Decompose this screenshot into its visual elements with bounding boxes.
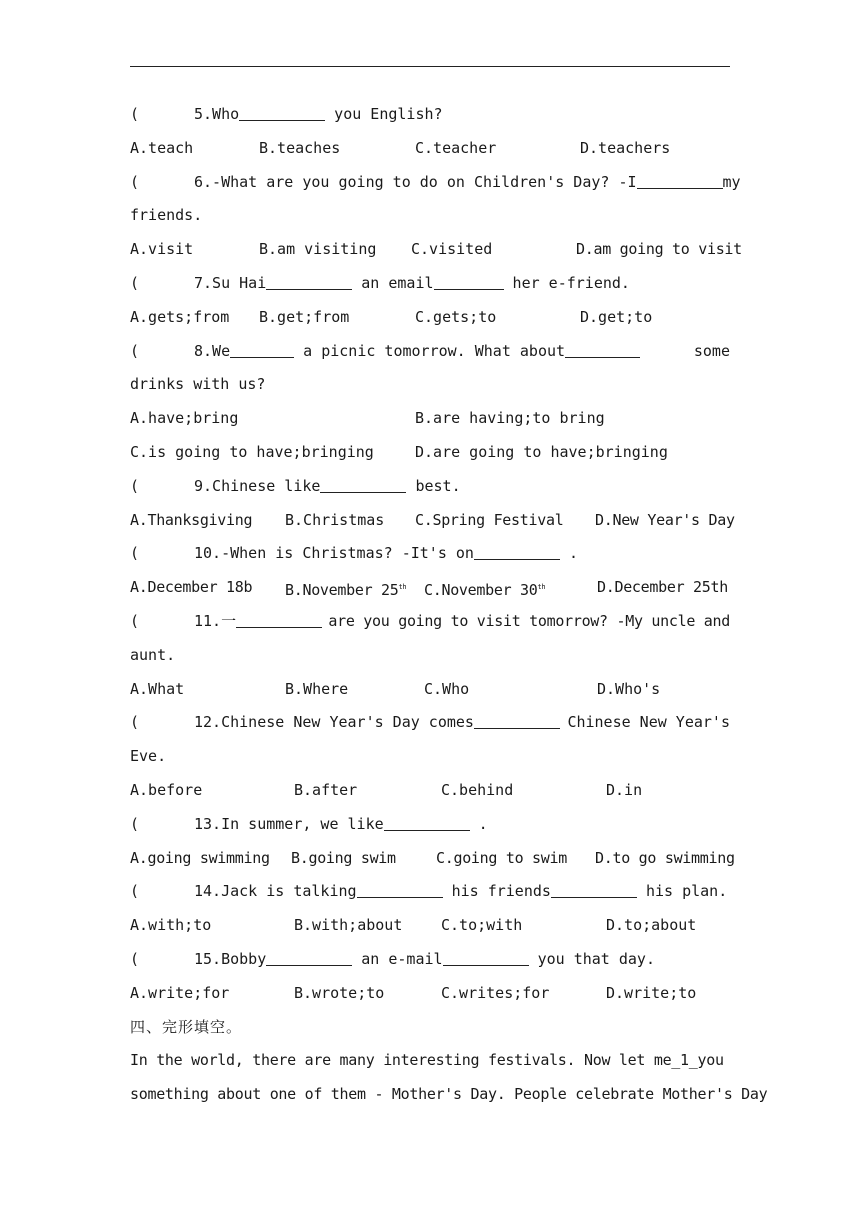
option-a[interactable]: A.Thanksgiving	[130, 510, 253, 529]
passage-line: In the world, there are many interesting festivals. Now let me_1_you	[130, 1051, 724, 1070]
option-a[interactable]: A.What	[130, 679, 185, 698]
options-10	[130, 571, 730, 605]
option-d[interactable]: D.write;to	[606, 983, 697, 1002]
answer-blank[interactable]	[320, 476, 406, 493]
options-12	[130, 774, 730, 808]
answer-blank[interactable]	[236, 611, 322, 628]
section-heading: 四、完形填空。	[130, 1017, 243, 1036]
question-14: ( 14.Jack is talking his friends his plan.	[130, 882, 728, 901]
option-d[interactable]: D.get;to	[580, 307, 653, 326]
option-a[interactable]: A.with;to	[130, 916, 212, 935]
option-b[interactable]: B.are having;to bring	[415, 409, 605, 428]
option-c[interactable]: C.behind	[441, 780, 514, 799]
option-c[interactable]: C.November 30th	[424, 581, 546, 600]
option-b[interactable]: B.teaches	[259, 138, 341, 157]
option-a[interactable]: A.write;for	[130, 983, 230, 1002]
question-12: ( 12.Chinese New Year's Day comes Chinese New Year's	[130, 713, 730, 732]
option-d[interactable]: D.New Year's Day	[595, 510, 735, 529]
option-c[interactable]: C.Spring Festival	[415, 510, 564, 529]
option-c[interactable]: C.Who	[424, 679, 470, 698]
option-a[interactable]: A.teach	[130, 138, 194, 157]
option-b[interactable]: B.going swim	[291, 848, 396, 867]
option-a[interactable]: A.going swimming	[130, 848, 270, 867]
option-a[interactable]: A.before	[130, 780, 203, 799]
answer-blank[interactable]	[434, 273, 504, 290]
header-rule	[130, 66, 730, 67]
option-d[interactable]: D.December 25th	[597, 578, 728, 597]
options-8b	[130, 436, 730, 470]
question-9: ( 9.Chinese like best.	[130, 476, 461, 495]
ordinal-suffix: th	[398, 583, 407, 592]
options-5	[130, 132, 730, 166]
option-b[interactable]: B.am visiting	[259, 240, 377, 259]
option-d[interactable]: D.in	[606, 780, 643, 799]
question-11: ( 11.一 are you going to visit tomorrow? -My uncle and	[130, 611, 730, 630]
options-6	[130, 233, 742, 267]
option-d[interactable]: D.are going to have;bringing	[415, 442, 668, 461]
option-b[interactable]: B.with;about	[294, 916, 403, 935]
answer-blank[interactable]	[551, 881, 637, 898]
option-c[interactable]: C.teacher	[415, 138, 497, 157]
question-5: ( 5.Who you English?	[130, 105, 443, 123]
answer-blank[interactable]	[230, 341, 294, 358]
question-6: ( 6.-What are you going to do on Children's Day? -I my	[130, 172, 741, 191]
option-c[interactable]: C.visited	[411, 240, 493, 259]
option-d[interactable]: D.to;about	[606, 916, 697, 935]
option-b[interactable]: B.get;from	[259, 307, 350, 326]
question-10: ( 10.-When is Christmas? -It's on .	[130, 544, 579, 563]
passage-line: something about one of them - Mother's Day. People celebrate Mother's Day	[130, 1085, 768, 1104]
question-7: ( 7.Su Hai an email her e-friend.	[130, 273, 630, 292]
options-14	[130, 909, 730, 943]
options-8a	[130, 402, 730, 436]
question-6-cont: friends.	[130, 206, 203, 225]
option-a[interactable]: A.gets;from	[130, 307, 230, 326]
answer-blank[interactable]	[384, 814, 470, 831]
option-a[interactable]: A.visit	[130, 240, 194, 259]
options-9	[130, 504, 735, 538]
option-b[interactable]: B.wrote;to	[294, 983, 385, 1002]
question-8: ( 8.We a picnic tomorrow. What about some	[130, 341, 730, 360]
answer-blank[interactable]	[239, 104, 325, 121]
question-13: ( 13.In summer, we like .	[130, 814, 488, 833]
option-c[interactable]: C.is going to have;bringing	[130, 442, 374, 461]
question-15: ( 15.Bobby an e-mail you that day.	[130, 949, 655, 968]
options-11	[130, 673, 730, 707]
option-d[interactable]: D.Who's	[597, 679, 661, 698]
ordinal-suffix: th	[537, 583, 546, 592]
answer-blank[interactable]	[565, 341, 640, 358]
options-15	[130, 977, 730, 1011]
option-a[interactable]: A.December 18b	[130, 578, 253, 597]
option-d[interactable]: D.to go swimming	[595, 848, 735, 867]
answer-blank[interactable]	[266, 949, 352, 966]
option-a[interactable]: A.have;bring	[130, 409, 239, 428]
options-13	[130, 842, 735, 876]
question-8-cont: drinks with us?	[130, 375, 266, 394]
options-7	[130, 301, 730, 335]
answer-blank[interactable]	[474, 712, 560, 729]
answer-blank[interactable]	[357, 881, 443, 898]
option-c[interactable]: C.gets;to	[415, 307, 497, 326]
answer-blank[interactable]	[443, 949, 529, 966]
option-c[interactable]: C.going to swim	[436, 848, 567, 867]
answer-blank[interactable]	[266, 273, 352, 290]
exam-page	[130, 98, 768, 1112]
option-b[interactable]: B.November 25th	[285, 581, 407, 600]
option-b[interactable]: B.Christmas	[285, 510, 385, 529]
option-c[interactable]: C.writes;for	[441, 983, 550, 1002]
answer-blank[interactable]	[474, 543, 560, 560]
option-d[interactable]: D.teachers	[580, 138, 671, 157]
question-12-cont: Eve.	[130, 747, 167, 766]
question-11-cont: aunt.	[130, 645, 176, 664]
option-b[interactable]: B.after	[294, 780, 358, 799]
option-d[interactable]: D.am going to visit	[576, 240, 742, 259]
answer-blank[interactable]	[637, 172, 723, 189]
option-c[interactable]: C.to;with	[441, 916, 523, 935]
option-b[interactable]: B.Where	[285, 679, 349, 698]
